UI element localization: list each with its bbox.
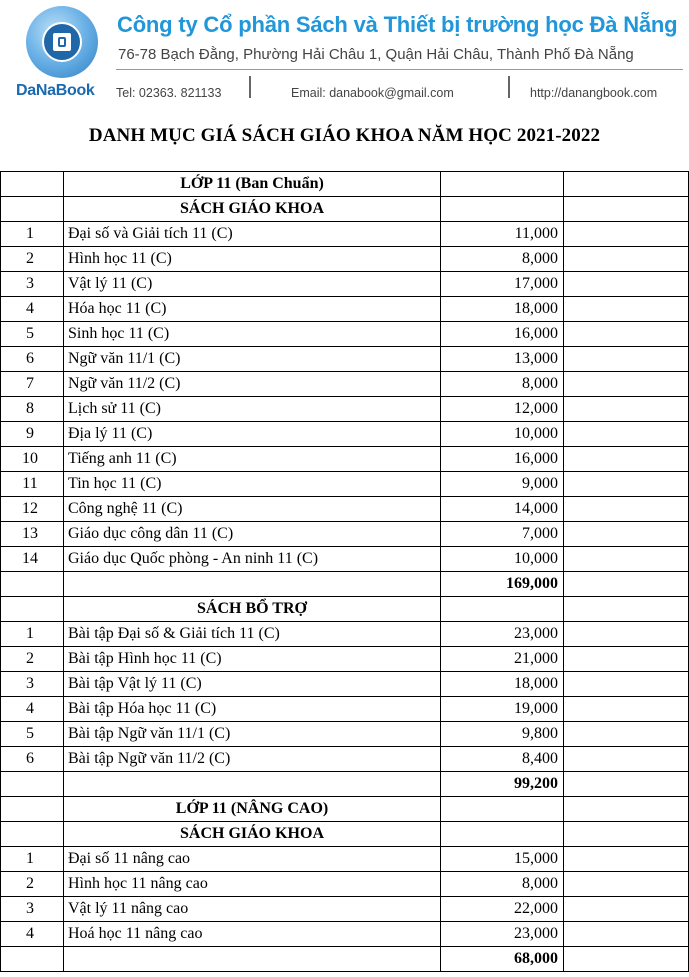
empty-cell: [441, 822, 564, 847]
book-title: Tiếng anh 11 (C): [64, 447, 441, 472]
table-row: [1, 872, 689, 897]
website: http://danangbook.com: [530, 86, 658, 100]
row-number: 10: [1, 447, 64, 472]
row-number: 1: [1, 222, 64, 247]
empty-cell: [1, 597, 64, 622]
section-heading: SÁCH GIÁO KHOA: [64, 822, 441, 847]
row-number: 5: [1, 322, 64, 347]
table-row: [1, 547, 689, 572]
empty-cell: [564, 547, 689, 572]
row-number: 1: [1, 847, 64, 872]
empty-cell: [564, 497, 689, 522]
table-row: [1, 247, 689, 272]
book-price: 16,000: [441, 447, 564, 472]
empty-cell: [564, 447, 689, 472]
row-number: 4: [1, 922, 64, 947]
empty-cell: [564, 822, 689, 847]
table-row: [1, 497, 689, 522]
danabook-logo-icon: [26, 6, 98, 78]
subtotal-price: 99,200: [441, 772, 564, 797]
book-title: Bài tập Hình học 11 (C): [64, 647, 441, 672]
table-row: [1, 622, 689, 647]
book-title: Đại số và Giải tích 11 (C): [64, 222, 441, 247]
book-price: 23,000: [441, 622, 564, 647]
company-address: 76-78 Bạch Đằng, Phường Hải Châu 1, Quận Hải Châu, Thành Phố Đà Nẵng: [118, 46, 634, 63]
book-title: Công nghệ 11 (C): [64, 497, 441, 522]
total-row: [1, 772, 689, 797]
book-price: 8,000: [441, 872, 564, 897]
table-row: [1, 847, 689, 872]
book-price: 21,000: [441, 647, 564, 672]
row-number: 3: [1, 672, 64, 697]
book-title: Lịch sử 11 (C): [64, 397, 441, 422]
book-title: Ngữ văn 11/2 (C): [64, 372, 441, 397]
table-row: [1, 897, 689, 922]
empty-cell: [564, 272, 689, 297]
table-row: [1, 747, 689, 772]
row-number: 12: [1, 497, 64, 522]
header-divider: [116, 69, 683, 70]
empty-cell: [441, 172, 564, 197]
book-title: Đại số 11 nâng cao: [64, 847, 441, 872]
email: Email: danabook@gmail.com: [291, 86, 454, 100]
empty-cell: [441, 197, 564, 222]
empty-cell: [564, 247, 689, 272]
empty-cell: [564, 397, 689, 422]
table-row: [1, 472, 689, 497]
divider: [508, 76, 510, 98]
total-row: [1, 572, 689, 597]
book-title: Bài tập Ngữ văn 11/2 (C): [64, 747, 441, 772]
empty-cell: [1, 197, 64, 222]
book-title: Tin học 11 (C): [64, 472, 441, 497]
book-price: 10,000: [441, 422, 564, 447]
book-title: Giáo dục công dân 11 (C): [64, 522, 441, 547]
empty-cell: [441, 597, 564, 622]
empty-cell: [64, 947, 441, 972]
book-title: Hình học 11 nâng cao: [64, 872, 441, 897]
book-price: 9,800: [441, 722, 564, 747]
row-number: 2: [1, 647, 64, 672]
row-number: 14: [1, 547, 64, 572]
empty-cell: [1, 572, 64, 597]
empty-cell: [564, 222, 689, 247]
table-row: [1, 347, 689, 372]
empty-cell: [564, 372, 689, 397]
book-price: 15,000: [441, 847, 564, 872]
book-title: Bài tập Vật lý 11 (C): [64, 672, 441, 697]
empty-cell: [564, 322, 689, 347]
table-row: [1, 297, 689, 322]
book-title: Địa lý 11 (C): [64, 422, 441, 447]
empty-cell: [564, 722, 689, 747]
table-row: [1, 372, 689, 397]
letterhead: [0, 0, 689, 110]
empty-cell: [564, 672, 689, 697]
empty-cell: [64, 772, 441, 797]
telephone: Tel: 02363. 821133: [116, 86, 222, 100]
empty-cell: [564, 172, 689, 197]
empty-cell: [564, 297, 689, 322]
book-price: 17,000: [441, 272, 564, 297]
book-price: 23,000: [441, 922, 564, 947]
empty-cell: [1, 172, 64, 197]
subtotal-price: 169,000: [441, 572, 564, 597]
row-number: 2: [1, 872, 64, 897]
row-number: 8: [1, 397, 64, 422]
empty-cell: [564, 197, 689, 222]
book-price: 8,000: [441, 372, 564, 397]
empty-cell: [1, 797, 64, 822]
row-number: 13: [1, 522, 64, 547]
book-title: Bài tập Ngữ văn 11/1 (C): [64, 722, 441, 747]
table-row: [1, 647, 689, 672]
row-number: 6: [1, 747, 64, 772]
table-row: [1, 422, 689, 447]
price-table: [0, 171, 689, 972]
book-title: Bài tập Đại số & Giải tích 11 (C): [64, 622, 441, 647]
book-price: 12,000: [441, 397, 564, 422]
section-heading: SÁCH BỔ TRỢ: [64, 597, 441, 622]
table-row: [1, 922, 689, 947]
table-row: [1, 722, 689, 747]
book-price: 14,000: [441, 497, 564, 522]
row-number: 1: [1, 622, 64, 647]
divider: [249, 76, 251, 98]
empty-cell: [564, 622, 689, 647]
company-name: Công ty Cổ phần Sách và Thiết bị trường học Đà Nẵng: [117, 12, 678, 37]
table-row: [1, 222, 689, 247]
section-heading: SÁCH GIÁO KHOA: [64, 197, 441, 222]
book-title: Sinh học 11 (C): [64, 322, 441, 347]
book-price: 18,000: [441, 672, 564, 697]
subtotal-price: 68,000: [441, 947, 564, 972]
empty-cell: [1, 772, 64, 797]
section-row: [1, 822, 689, 847]
section-row: [1, 797, 689, 822]
empty-cell: [564, 472, 689, 497]
section-row: [1, 172, 689, 197]
row-number: 9: [1, 422, 64, 447]
page-title: DANH MỤC GIÁ SÁCH GIÁO KHOA NĂM HỌC 2021-2022: [88, 125, 601, 146]
table-row: [1, 322, 689, 347]
book-title: Hình học 11 (C): [64, 247, 441, 272]
empty-cell: [564, 922, 689, 947]
row-number: 5: [1, 722, 64, 747]
book-price: 22,000: [441, 897, 564, 922]
section-row: [1, 597, 689, 622]
book-price: 19,000: [441, 697, 564, 722]
empty-cell: [564, 872, 689, 897]
empty-cell: [441, 797, 564, 822]
table-row: [1, 522, 689, 547]
row-number: 4: [1, 297, 64, 322]
book-price: 16,000: [441, 322, 564, 347]
empty-cell: [564, 522, 689, 547]
empty-cell: [564, 572, 689, 597]
empty-cell: [564, 647, 689, 672]
book-price: 9,000: [441, 472, 564, 497]
total-row: [1, 947, 689, 972]
row-number: 2: [1, 247, 64, 272]
empty-cell: [1, 822, 64, 847]
empty-cell: [564, 847, 689, 872]
book-title: Vật lý 11 (C): [64, 272, 441, 297]
table-row: [1, 447, 689, 472]
section-row: [1, 197, 689, 222]
book-title: Vật lý 11 nâng cao: [64, 897, 441, 922]
empty-cell: [564, 697, 689, 722]
book-title: Hóa học 11 (C): [64, 297, 441, 322]
table-row: [1, 397, 689, 422]
book-price: 18,000: [441, 297, 564, 322]
book-price: 8,000: [441, 247, 564, 272]
section-heading: LỚP 11 (NÂNG CAO): [64, 797, 441, 822]
empty-cell: [564, 947, 689, 972]
row-number: 4: [1, 697, 64, 722]
empty-cell: [564, 747, 689, 772]
empty-cell: [564, 897, 689, 922]
empty-cell: [64, 572, 441, 597]
table-row: [1, 697, 689, 722]
book-title: Giáo dục Quốc phòng - An ninh 11 (C): [64, 547, 441, 572]
empty-cell: [1, 947, 64, 972]
table-row: [1, 672, 689, 697]
brand-name: DaNaBook: [16, 82, 95, 99]
book-price: 13,000: [441, 347, 564, 372]
empty-cell: [564, 772, 689, 797]
book-title: Ngữ văn 11/1 (C): [64, 347, 441, 372]
row-number: 7: [1, 372, 64, 397]
table-row: [1, 272, 689, 297]
empty-cell: [564, 422, 689, 447]
book-price: 8,400: [441, 747, 564, 772]
book-title: Bài tập Hóa học 11 (C): [64, 697, 441, 722]
price-table-body: [1, 172, 689, 972]
empty-cell: [564, 347, 689, 372]
section-heading: LỚP 11 (Ban Chuẩn): [64, 172, 441, 197]
book-price: 10,000: [441, 547, 564, 572]
row-number: 6: [1, 347, 64, 372]
empty-cell: [564, 597, 689, 622]
row-number: 3: [1, 272, 64, 297]
book-price: 7,000: [441, 522, 564, 547]
row-number: 3: [1, 897, 64, 922]
row-number: 11: [1, 472, 64, 497]
book-price: 11,000: [441, 222, 564, 247]
book-title: Hoá học 11 nâng cao: [64, 922, 441, 947]
empty-cell: [564, 797, 689, 822]
